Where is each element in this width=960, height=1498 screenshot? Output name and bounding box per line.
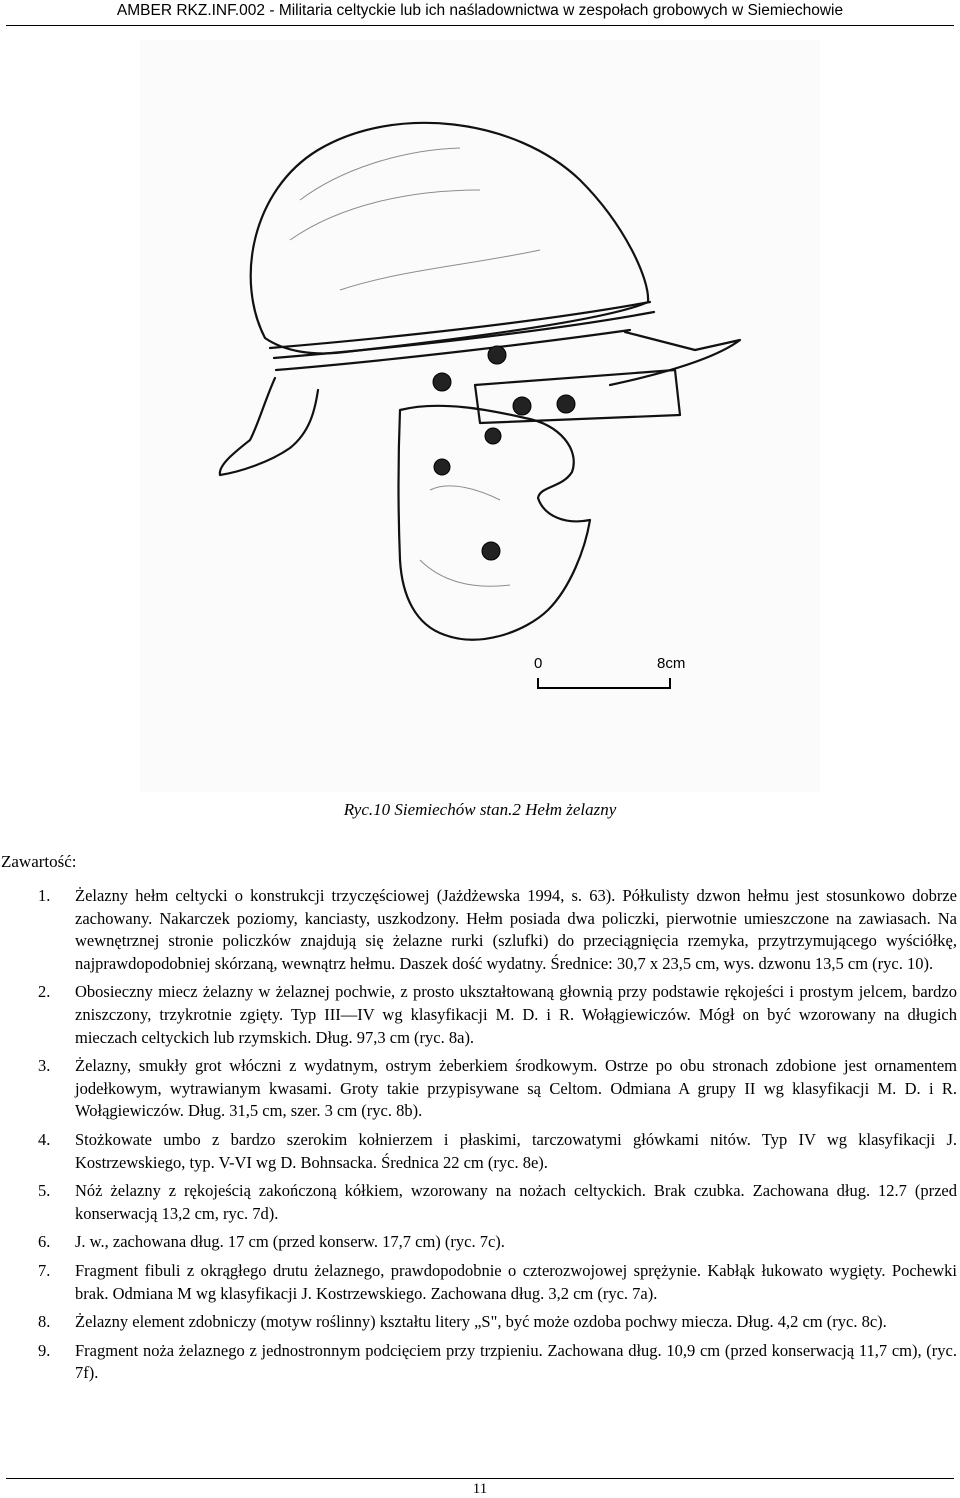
helmet-band bbox=[270, 302, 650, 348]
helmet-figure bbox=[140, 40, 820, 792]
item-text: Fragment noża żelaznego z jednostronnym podcięciem przy trzpieniu. Zachowana dług. 10,9 cm (przed konserwacją 11,7 cm), (ryc. 7f). bbox=[75, 1340, 957, 1383]
page-header bbox=[0, 0, 960, 26]
item-number: 7. bbox=[38, 1260, 51, 1280]
scale-end-label: 8cm bbox=[657, 655, 686, 672]
item-text: Stożkowate umbo z bardzo szerokim kołnierzem i płaskimi, tarczowatymi główkami nitów. Typ IV wg klasyfikacji J. Kostrzewskiego, typ. V-VI wg D. Bohnsacka. Średnica 22 cm (ryc. 8e). bbox=[75, 1129, 957, 1172]
header-title: AMBER RKZ.INF.002 - Militaria celtyckie lub ich naśladownictwa w zespołach grobowych w Siemiechowie bbox=[116, 2, 844, 19]
item-number: 8. bbox=[38, 1312, 51, 1332]
item-text: Fragment fibuli z okrągłego drutu żelaznego, prawdopodobnie o czterozwojowej sprężynie. Kabłąk łukowato wygięty. Pochewki brak. Odmiana M wg klasyfikacji J. Kostrzewskiego. Zachowana dług. 3,2 cm (ryc. 7a). bbox=[75, 1260, 957, 1303]
list-item bbox=[0, 1260, 960, 1305]
list-item bbox=[0, 1340, 960, 1385]
item-number: 5. bbox=[38, 1181, 51, 1201]
helmet-drawing bbox=[140, 40, 820, 792]
item-number: 3. bbox=[38, 1056, 51, 1076]
item-number: 1. bbox=[38, 886, 51, 905]
helmet-hinge-plate bbox=[475, 370, 680, 423]
item-number: 4. bbox=[38, 1129, 51, 1149]
list-item bbox=[0, 1055, 960, 1123]
item-number: 2. bbox=[38, 982, 51, 1002]
item-text: J. w., zachowana dług. 17 cm (przed konserw. 17,7 cm) (ryc. 7c). bbox=[75, 1232, 505, 1252]
item-text: Obosieczny miecz żelazny w żelaznej pochwie, z prosto ukształtowaną głownią przy podstawie rękojeści i prostym jelcem, bardzo zniszczony, trzykrotnie zgięty. Typ III—IV wg klasyfikacji M. D. i R. Wołągiewiczów. Mógł on być wzorowany na długich mieczach celtyckich lub rzymskich. Dług. 97,3 cm (ryc. 8a). bbox=[75, 982, 957, 1047]
contents-list bbox=[0, 885, 960, 1391]
list-item bbox=[0, 1129, 960, 1174]
list-item bbox=[0, 1180, 960, 1225]
list-item bbox=[0, 885, 960, 975]
item-text: Nóż żelazny z rękojeścią zakończoną kółkiem, wzorowany na nożach celtyckich. Brak czubka. Zachowana dług. 12.7 (przed konserwacją 13,2 cm, ryc. 7d). bbox=[75, 1181, 957, 1223]
item-text: Żelazny element zdobniczy (motyw roślinny) kształtu litery „S", być może ozdoba pochwy miecza. Dług. 4,2 cm (ryc. 8c). bbox=[75, 1312, 887, 1332]
figure-caption: Ryc.10 Siemiechów stan.2 Hełm żelazny bbox=[343, 800, 617, 819]
contents-label: Zawartość: bbox=[1, 852, 77, 871]
item-number: 9. bbox=[38, 1340, 51, 1360]
header-rule bbox=[6, 25, 954, 26]
item-text: Żelazny hełm celtycki o konstrukcji trzyczęściowej (Jażdżewska 1994, s. 63). Półkulisty dzwon hełmu jest stosunkowo dobrze zachowany. Nakarczek poziomy, kanciasty, uszkodzony. Hełm posiada dwa policzki, pierwotnie umieszczone na zawiasach. Na wewnętrznej stronie policzków znajdują się żelazne rurki (szlufki) do przeciągnięcia rzemyka, przytrzymującego wyściółkę, najprawdopodobniej skórzaną, wewnątrz hełmu. Daszek dość wydatny. Średnice: 30,7 x 23,5 cm, wys. dzwonu 13,5 cm (ryc. 10). bbox=[75, 886, 957, 973]
footer-rule bbox=[6, 1478, 954, 1479]
page-number: 11 bbox=[472, 1481, 488, 1497]
list-item bbox=[0, 1231, 960, 1254]
item-text: Żelazny, smukły grot włóczni z wydatnym, ostrym żeberkiem środkowym. Ostrze po obu stronach zdobione jest ornamentem jodełkowym, wytrawianym kwasami. Groty takie przypisywane są Celtom. Odmiana A grupy II wg klasyfikacji M. D. i R. Wołągiewiczów. Dług. 31,5 cm, szer. 3 cm (ryc. 8b). bbox=[75, 1056, 957, 1121]
list-item bbox=[0, 1311, 960, 1334]
helmet-dome bbox=[251, 123, 648, 354]
list-item bbox=[0, 981, 960, 1049]
scale-bar bbox=[538, 678, 670, 688]
scale-start-label: 0 bbox=[534, 655, 543, 672]
helmet-neck-guard bbox=[220, 378, 318, 475]
item-number: 6. bbox=[38, 1232, 51, 1252]
